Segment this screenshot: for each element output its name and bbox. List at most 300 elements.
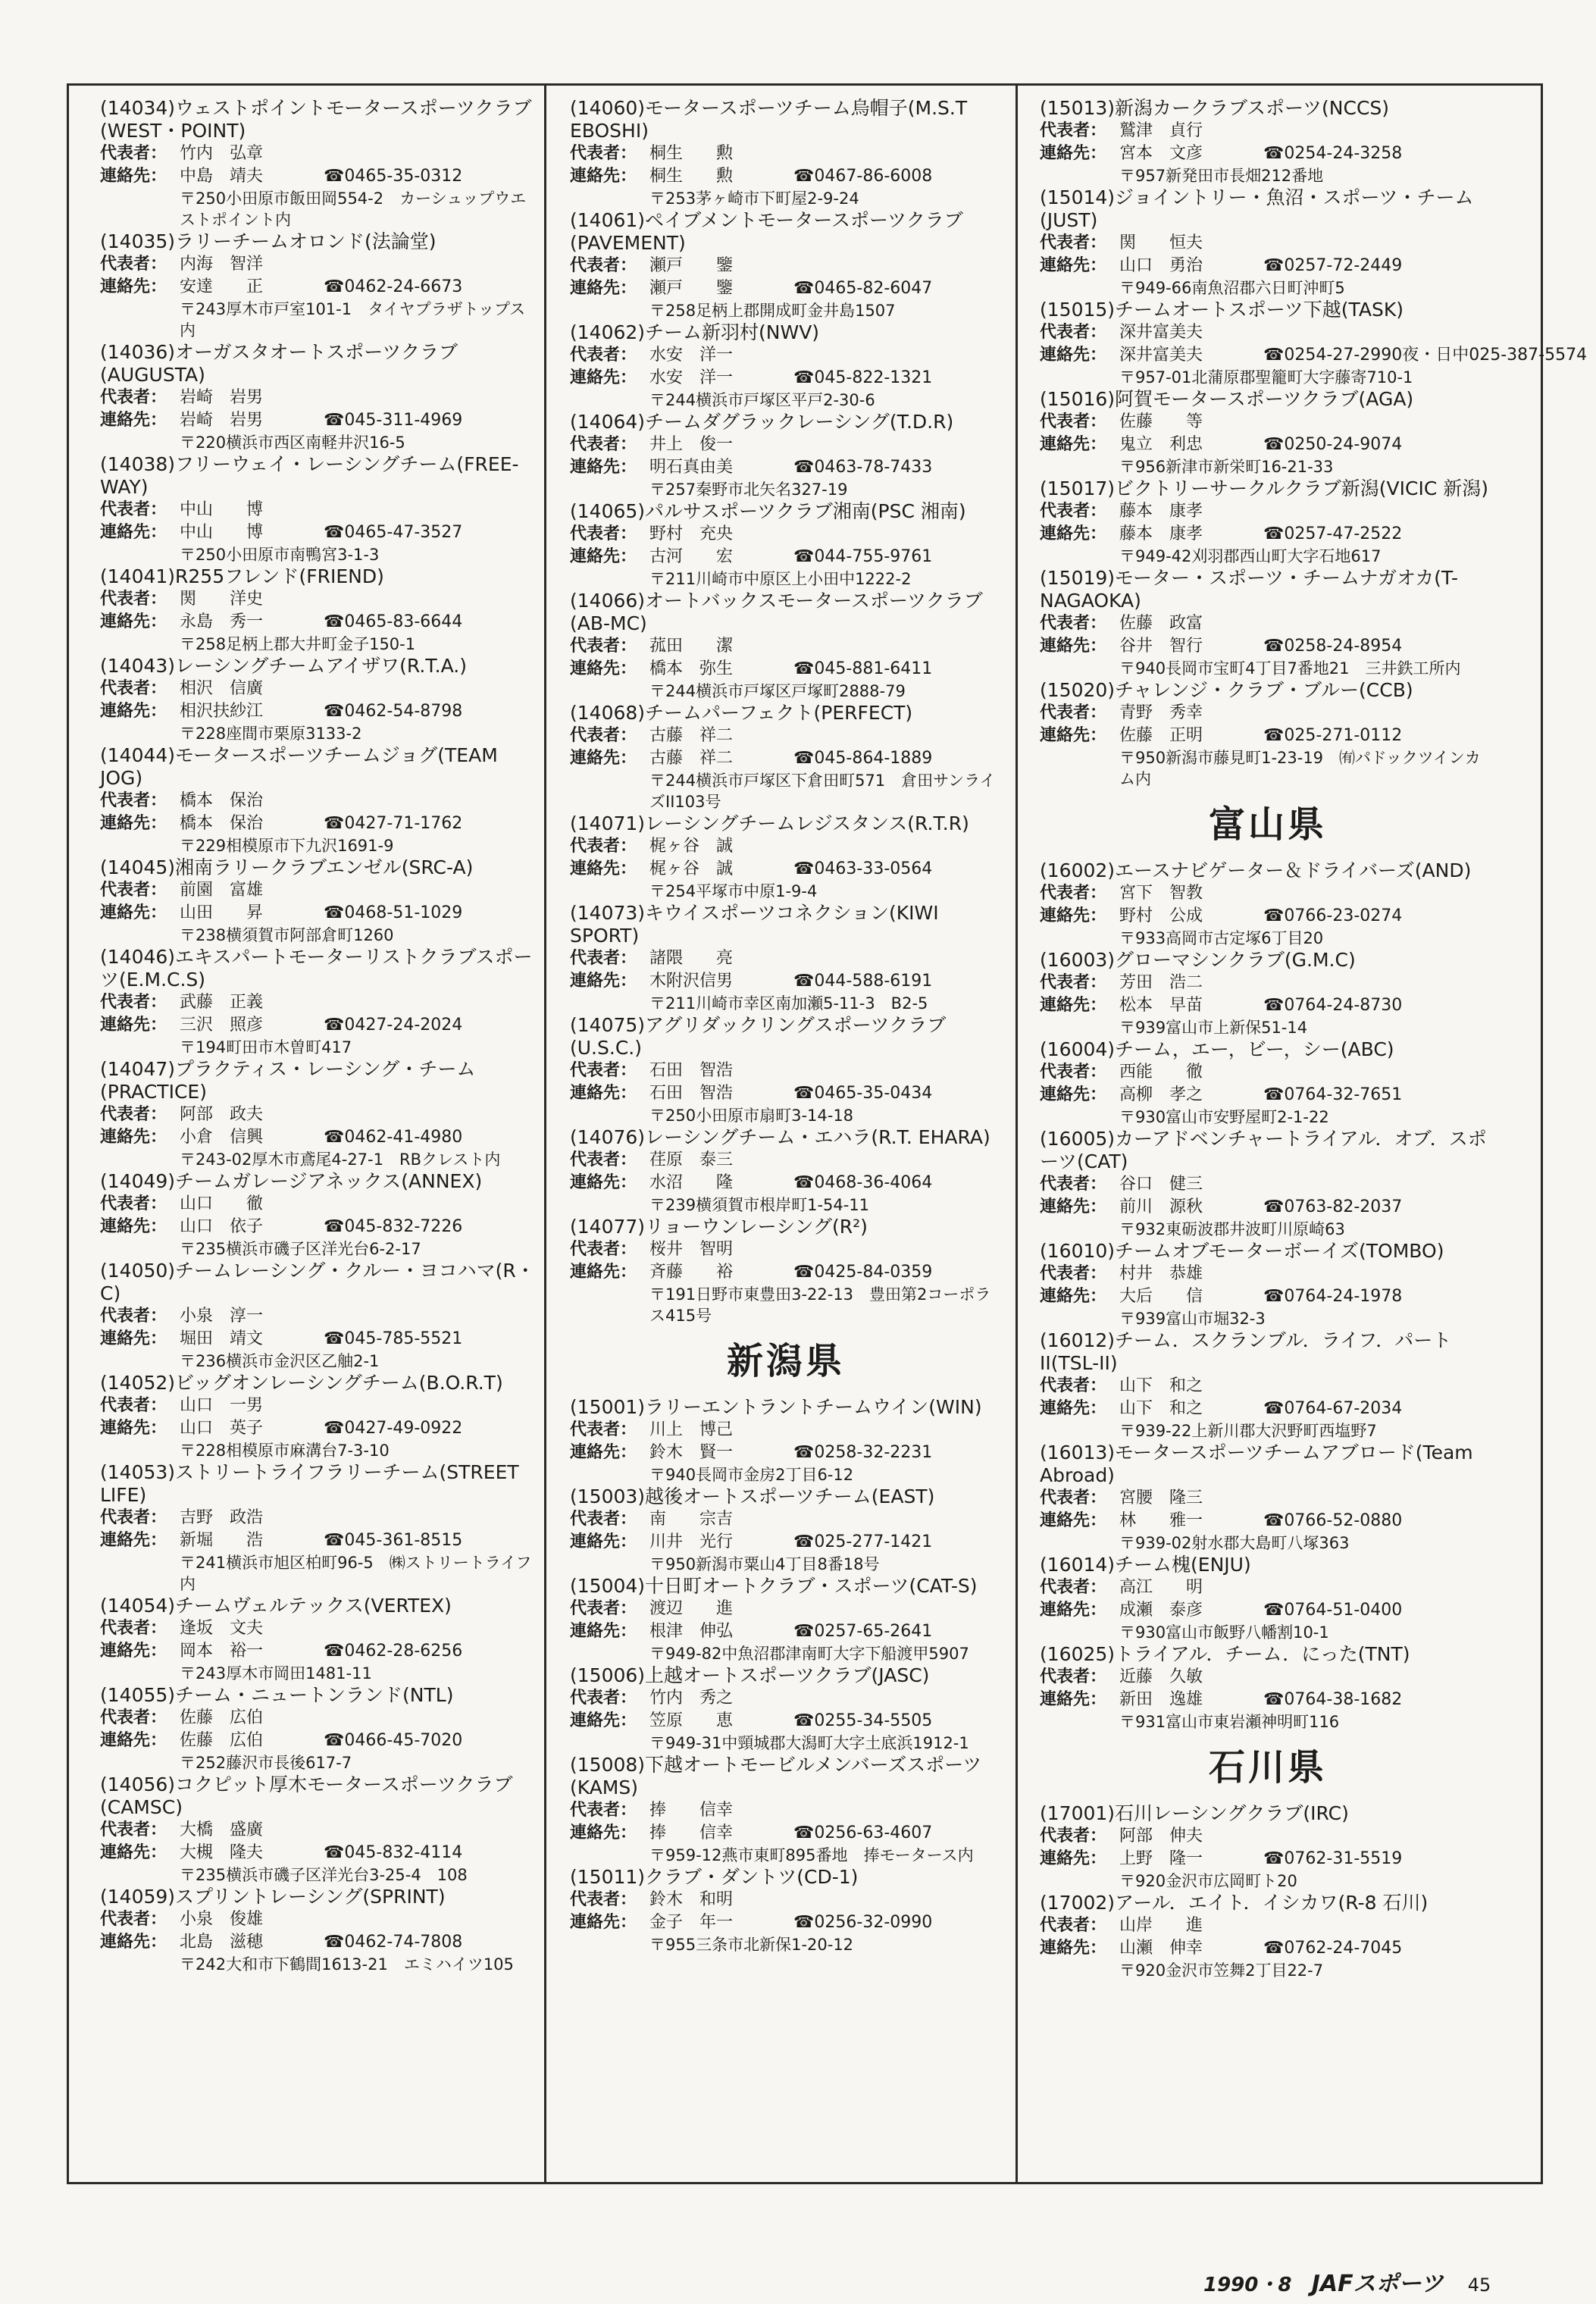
contact-row xyxy=(100,1126,538,1149)
club-entry xyxy=(1040,299,1588,388)
address: 〒228座間市栗原3133-2 xyxy=(180,725,362,743)
representative-row xyxy=(100,1305,538,1328)
address: 〒238横須賀市阿部倉町1260 xyxy=(180,926,394,944)
contact-name: 相沢扶紗江 xyxy=(180,702,264,721)
address: 〒931富山市東岩瀬神明町116 xyxy=(1119,1713,1340,1731)
address: 〒940長岡市金房2丁目6-12 xyxy=(649,1466,854,1484)
club-entry xyxy=(570,1216,1002,1326)
phone-number: ☎0258-32-2231 xyxy=(793,1443,933,1462)
contact-name: 木附沢信男 xyxy=(649,972,734,991)
representative-name: 相沢 信廣 xyxy=(180,679,264,698)
contact-label: 連絡先： xyxy=(100,523,167,542)
contact-label: 連絡先： xyxy=(1040,256,1107,275)
address: 〒920金沢市笠舞2丁目22-7 xyxy=(1119,1961,1324,1980)
representative-label: 代表者： xyxy=(1040,614,1107,633)
address: 〒257秦野市北矢名327-19 xyxy=(649,481,848,499)
representative-row xyxy=(1040,1914,1496,1937)
club-entry xyxy=(570,702,1002,812)
contact-row xyxy=(100,611,538,634)
phone-number: ☎045-832-7226 xyxy=(324,1217,463,1236)
club-entry xyxy=(1040,1442,1496,1554)
representative-label: 代表者： xyxy=(100,1619,167,1638)
representative-name: 逢坂 文夫 xyxy=(180,1619,264,1638)
representative-label: 代表者： xyxy=(570,1150,637,1169)
contact-row xyxy=(100,165,538,188)
representative-name: 中山 博 xyxy=(180,500,264,519)
representative-row xyxy=(570,142,1002,165)
contact-row xyxy=(1040,255,1496,277)
directory-column-3 xyxy=(1040,97,1588,2180)
phone-number: ☎0764-67-2034 xyxy=(1263,1399,1403,1418)
club-entry xyxy=(100,655,538,744)
club-name: (14035)ラリーチームオロンド(法論堂) xyxy=(100,230,437,252)
representative-label: 代表者： xyxy=(100,500,167,519)
representative-row xyxy=(1040,702,1496,725)
phone-number: ☎0425-84-0359 xyxy=(793,1263,933,1282)
contact-label: 連絡先： xyxy=(100,903,167,922)
representative-name: 石田 智浩 xyxy=(649,1061,734,1080)
contact-label: 連絡先： xyxy=(100,1642,167,1661)
address: 〒211川崎市幸区南加瀬5-11-3 B2-5 xyxy=(649,994,928,1013)
contact-label: 連絡先： xyxy=(100,1217,167,1236)
club-entry xyxy=(570,1126,1002,1216)
club-name: (16005)カーアドベンチャートライアル．オブ．スポーツ(CAT) xyxy=(1040,1128,1487,1172)
club-name: (14059)スプリントレーシング(SPRINT) xyxy=(100,1886,446,1908)
contact-row xyxy=(570,1442,1002,1464)
phone-number: ☎044-588-6191 xyxy=(793,972,933,991)
representative-row xyxy=(100,253,538,276)
representative-row xyxy=(100,790,538,812)
representative-label: 代表者： xyxy=(1040,323,1107,342)
phone-number: ☎0764-24-8730 xyxy=(1263,996,1403,1015)
address: 〒933高岡市古定塚6丁目20 xyxy=(1119,929,1324,947)
contact-label: 連絡先： xyxy=(570,1263,637,1282)
contact-name: 永島 秀一 xyxy=(180,612,264,631)
address: 〒243厚木市戸室101-1 タイヤプラザトップス内 xyxy=(180,300,526,340)
club-entry xyxy=(570,812,1002,902)
representative-label: 代表者： xyxy=(570,837,637,856)
contact-name: 岡本 裕一 xyxy=(180,1642,264,1661)
representative-name: 前園 富雄 xyxy=(180,881,264,900)
club-name: (16010)チームオブモーターボーイズ(TOMBO) xyxy=(1040,1240,1444,1262)
representative-row xyxy=(1040,972,1496,994)
directory-column-1 xyxy=(100,97,538,2180)
club-name: (16025)トライアル．チーム．にった(TNT) xyxy=(1040,1643,1410,1665)
contact-row xyxy=(1040,1398,1496,1420)
club-name: (14049)チームガレージアネックス(ANNEX) xyxy=(100,1170,483,1192)
club-entry xyxy=(570,902,1002,1014)
club-entry xyxy=(100,1372,538,1461)
contact-label: 連絡先： xyxy=(100,1419,167,1438)
contact-row xyxy=(570,858,1002,881)
representative-name: 内海 智洋 xyxy=(180,255,264,274)
representative-name: 近藤 久敏 xyxy=(1119,1667,1203,1686)
representative-label: 代表者： xyxy=(570,949,637,968)
phone-number: ☎0468-36-4064 xyxy=(793,1173,933,1192)
club-entry xyxy=(1040,679,1496,790)
address: 〒244横浜市戸塚区平戸2-30-6 xyxy=(649,391,875,409)
club-name: (14061)ペイブメントモータースポーツクラブ(PAVEMENT) xyxy=(570,209,963,254)
address: 〒959-12燕市東町895番地 捧モータース内 xyxy=(649,1846,974,1864)
contact-name: 佐藤 正明 xyxy=(1119,726,1203,745)
directory-column-2 xyxy=(570,97,1002,2180)
contact-label: 連絡先： xyxy=(100,702,167,721)
contact-label: 連絡先： xyxy=(1040,1690,1107,1709)
club-entry xyxy=(1040,477,1496,567)
contact-row xyxy=(100,1216,538,1238)
address: 〒253茅ヶ崎市下町屋2-9-24 xyxy=(649,189,859,208)
representative-row xyxy=(1040,612,1496,635)
representative-name: 宮腰 隆三 xyxy=(1119,1489,1203,1507)
representative-row xyxy=(100,1395,538,1417)
club-entry xyxy=(570,1575,1002,1664)
representative-label: 代表者： xyxy=(1040,1667,1107,1686)
representative-label: 代表者： xyxy=(570,524,637,543)
contact-label: 連絡先： xyxy=(570,972,637,991)
phone-number: ☎0256-32-0990 xyxy=(793,1913,933,1932)
representative-name: 梶ヶ谷 誠 xyxy=(649,837,734,856)
address: 〒939富山市堀32-3 xyxy=(1119,1310,1266,1328)
contact-label: 連絡先： xyxy=(100,1329,167,1348)
representative-name: 阿部 伸夫 xyxy=(1119,1827,1203,1845)
contact-name: 橋本 保治 xyxy=(180,814,264,833)
contact-label: 連絡先： xyxy=(1040,637,1107,656)
representative-label: 代表者： xyxy=(1040,884,1107,903)
contact-label: 連絡先： xyxy=(570,1084,637,1103)
contact-name: 明石真由美 xyxy=(649,458,734,477)
club-name: (14054)チームヴェルテックス(VERTEX) xyxy=(100,1595,452,1617)
representative-row xyxy=(100,991,538,1014)
column-divider xyxy=(544,83,546,2184)
address: 〒228相模原市麻溝台7-3-10 xyxy=(180,1442,390,1460)
contact-row xyxy=(100,409,538,432)
representative-label: 代表者： xyxy=(100,1820,167,1839)
representative-name: 関 恒夫 xyxy=(1119,233,1203,252)
contact-row xyxy=(570,367,1002,390)
address: 〒950新潟市粟山4丁目8番18号 xyxy=(649,1555,880,1573)
club-entry xyxy=(570,590,1002,702)
contact-row xyxy=(1040,434,1496,456)
prefecture-heading: 新潟県 xyxy=(726,1340,845,1382)
club-name: (16014)チーム槐(ENJU) xyxy=(1040,1554,1251,1576)
club-name: (14060)モータースポーツチーム烏帽子(M.S.T EBOSHI) xyxy=(570,97,968,142)
phone-number: ☎0764-24-1978 xyxy=(1263,1287,1403,1306)
address: 〒250小田原市南鴨宮3-1-3 xyxy=(180,546,380,564)
representative-name: 阿部 政夫 xyxy=(180,1105,264,1124)
club-entry xyxy=(100,1886,538,1975)
contact-name: 大后 信 xyxy=(1119,1287,1203,1306)
contact-name: 松本 早苗 xyxy=(1119,996,1203,1015)
representative-row xyxy=(1040,1487,1496,1510)
contact-name: 山口 依子 xyxy=(180,1217,264,1236)
contact-row xyxy=(1040,635,1496,658)
address: 〒239横須賀市根岸町1-54-11 xyxy=(649,1196,870,1214)
contact-name: 新田 逸雄 xyxy=(1119,1690,1203,1709)
representative-row xyxy=(1040,1375,1496,1398)
contact-name: 宮本 文彦 xyxy=(1119,144,1203,163)
representative-label: 代表者： xyxy=(1040,1916,1107,1935)
phone-number: ☎0468-51-1029 xyxy=(324,903,463,922)
club-name: (14076)レーシングチーム・エハラ(R.T. EHARA) xyxy=(570,1126,990,1148)
representative-name: 谷口 健三 xyxy=(1119,1175,1203,1194)
representative-label: 代表者： xyxy=(570,1599,637,1618)
phone-number: ☎0764-32-7651 xyxy=(1263,1085,1403,1104)
contact-row xyxy=(100,1842,538,1864)
contact-label: 連絡先： xyxy=(1040,726,1107,745)
representative-name: 渡辺 進 xyxy=(649,1599,734,1618)
representative-name: 南 宗吉 xyxy=(649,1510,734,1529)
phone-number: ☎0466-45-7020 xyxy=(324,1731,463,1750)
contact-name: 笠原 恵 xyxy=(649,1711,734,1730)
club-name: (15015)チームオートスポーツ下越(TASK) xyxy=(1040,299,1404,321)
contact-label: 連絡先： xyxy=(100,1531,167,1550)
representative-label: 代表者： xyxy=(100,388,167,407)
contact-label: 連絡先： xyxy=(570,1532,637,1551)
address: 〒258足柄上郡開成町金井島1507 xyxy=(649,302,896,320)
representative-label: 代表者： xyxy=(100,1194,167,1213)
phone-number: ☎0465-83-6644 xyxy=(324,612,463,631)
address: 〒939-22上新川郡大沢野町西塩野7 xyxy=(1119,1422,1377,1440)
phone-number: ☎0766-23-0274 xyxy=(1263,906,1403,925)
club-name: (14062)チーム新羽村(NWV) xyxy=(570,321,820,343)
representative-name: 関 洋史 xyxy=(180,590,264,609)
club-entry xyxy=(1040,1892,1496,1981)
club-name: (14055)チーム・ニュートンランド(NTL) xyxy=(100,1684,454,1706)
representative-label: 代表者： xyxy=(1040,1264,1107,1283)
club-name: (14073)キウイスポーツコネクション(KIWI SPORT) xyxy=(570,902,939,947)
club-name: (16002)エースナビゲーター＆ドライバーズ(AND) xyxy=(1040,859,1472,881)
club-entry xyxy=(1040,1038,1496,1128)
representative-name: 芳田 浩二 xyxy=(1119,973,1203,992)
phone-number: ☎0427-71-1762 xyxy=(324,814,463,833)
contact-name: 北島 滋穂 xyxy=(180,1933,264,1952)
contact-label: 連絡先： xyxy=(1040,906,1107,925)
representative-label: 代表者： xyxy=(100,1307,167,1326)
contact-row xyxy=(1040,1599,1496,1622)
representative-name: 山口 一男 xyxy=(180,1396,264,1415)
address: 〒194町田市木曽町417 xyxy=(180,1038,352,1057)
representative-label: 代表者： xyxy=(570,435,637,454)
contact-label: 連絡先： xyxy=(1040,524,1107,543)
contact-label: 連絡先： xyxy=(1040,1085,1107,1104)
contact-label: 連絡先： xyxy=(570,859,637,878)
contact-label: 連絡先： xyxy=(570,659,637,678)
address: 〒244横浜市戸塚区下倉田町571 倉田サンライズII103号 xyxy=(649,772,996,811)
club-name: (14068)チームパーフェクト(PERFECT) xyxy=(570,702,913,724)
club-name: (17001)石川レーシングクラブ(IRC) xyxy=(1040,1802,1349,1824)
contact-label: 連絡先： xyxy=(570,1622,637,1641)
contact-name: 桐生 勲 xyxy=(649,167,734,186)
address: 〒956新津市新栄町16-21-33 xyxy=(1119,458,1334,476)
contact-row xyxy=(570,546,1002,568)
address: 〒243-02厚木市鳶尾4-27-1 RBクレスト内 xyxy=(180,1150,501,1169)
representative-label: 代表者： xyxy=(1040,233,1107,252)
club-entry xyxy=(100,1170,538,1260)
contact-name: 安達 正 xyxy=(180,277,264,296)
phone-number: ☎044-755-9761 xyxy=(793,547,933,566)
address: 〒932東砺波郡井波町川原崎63 xyxy=(1119,1220,1345,1238)
phone-number: ☎0462-74-7808 xyxy=(324,1933,463,1952)
address: 〒220横浜市西区南軽井沢16-5 xyxy=(180,434,405,452)
address: 〒243厚木市岡田1481-11 xyxy=(180,1664,372,1683)
representative-label: 代表者： xyxy=(1040,1489,1107,1507)
address: 〒920金沢市広岡町ト20 xyxy=(1119,1872,1297,1890)
representative-label: 代表者： xyxy=(100,1105,167,1124)
representative-row xyxy=(570,1687,1002,1710)
contact-name: 野村 公成 xyxy=(1119,906,1203,925)
representative-name: 青野 秀幸 xyxy=(1119,703,1203,722)
contact-row xyxy=(570,747,1002,770)
contact-label: 連絡先： xyxy=(570,749,637,768)
club-name: (14056)コクピット厚木モータースポーツクラブ(CAMSC) xyxy=(100,1773,513,1818)
representative-row xyxy=(570,835,1002,858)
phone-number: ☎045-881-6411 xyxy=(793,659,933,678)
club-name: (16004)チーム，エー，ビー，シー(ABC) xyxy=(1040,1038,1394,1060)
club-name: (14066)オートバックスモータースポーツクラブ(AB-MC) xyxy=(570,590,983,634)
address: 〒949-31中頸城郡大潟町大字土底浜1912-1 xyxy=(649,1734,969,1752)
contact-name: 古河 宏 xyxy=(649,547,734,566)
phone-number: ☎0762-31-5519 xyxy=(1263,1849,1403,1868)
club-entry xyxy=(100,341,538,453)
contact-row xyxy=(570,1911,1002,1934)
contact-label: 連絡先： xyxy=(570,1443,637,1462)
contact-row xyxy=(1040,523,1496,546)
club-name: (16013)モータースポーツチームアブロード(Team Abroad) xyxy=(1040,1442,1473,1486)
representative-label: 代表者： xyxy=(1040,1578,1107,1597)
representative-row xyxy=(100,1707,538,1730)
contact-row xyxy=(100,700,538,723)
representative-name: 桜井 智明 xyxy=(649,1240,734,1259)
representative-name: 小泉 俊雄 xyxy=(180,1910,264,1929)
club-entry xyxy=(1040,859,1496,949)
contact-name: 中島 靖夫 xyxy=(180,167,264,186)
phone-number: ☎045-785-5521 xyxy=(324,1329,463,1348)
address: 〒235横浜市磯子区洋光台6-2-17 xyxy=(180,1240,421,1258)
club-entry xyxy=(100,1461,538,1595)
contact-label: 連絡先： xyxy=(570,547,637,566)
club-name: (14064)チームダグラックレーシング(T.D.R) xyxy=(570,411,954,433)
representative-name: 佐藤 広伯 xyxy=(180,1708,264,1727)
contact-name: 水安 洋一 xyxy=(649,368,734,387)
representative-row xyxy=(100,879,538,902)
phone-number: ☎0462-54-8798 xyxy=(324,702,463,721)
representative-name: 村井 恭雄 xyxy=(1119,1264,1203,1283)
club-name: (14043)レーシングチームアイザワ(R.T.A.) xyxy=(100,655,467,677)
contact-label: 連絡先： xyxy=(1040,144,1107,163)
contact-label: 連絡先： xyxy=(570,167,637,186)
club-name: (16012)チーム．スクランブル．ライフ．パートII(TSL-II) xyxy=(1040,1329,1452,1374)
address: 〒250小田原市飯田岡554-2 カーシュップウエストポイント内 xyxy=(180,189,527,229)
contact-name: 山瀬 伸幸 xyxy=(1119,1939,1203,1958)
contact-name: 金子 年一 xyxy=(649,1913,734,1932)
representative-name: 山下 和之 xyxy=(1119,1376,1203,1395)
phone-number: ☎045-832-4114 xyxy=(324,1843,463,1862)
contact-row xyxy=(100,1529,538,1552)
representative-row xyxy=(100,1908,538,1931)
contact-row xyxy=(1040,1084,1496,1107)
phone-number: ☎045-864-1889 xyxy=(793,749,933,768)
representative-label: 代表者： xyxy=(570,1420,637,1439)
club-entry xyxy=(100,856,538,946)
representative-name: 菰田 潔 xyxy=(649,637,734,656)
representative-row xyxy=(1040,882,1496,905)
representative-row xyxy=(1040,321,1496,344)
representative-name: 野村 充央 xyxy=(649,524,734,543)
representative-row xyxy=(570,725,1002,747)
address: 〒955三条市北新保1-20-12 xyxy=(649,1936,854,1954)
contact-row xyxy=(570,1082,1002,1105)
contact-name: 山口 英子 xyxy=(180,1419,264,1438)
address: 〒950新潟市藤見町1-23-19 ㈲パドックツインカム内 xyxy=(1119,749,1481,788)
representative-row xyxy=(1040,1263,1496,1285)
contact-name: 深井富美夫 xyxy=(1119,346,1203,365)
club-entry xyxy=(1040,567,1496,679)
contact-row xyxy=(570,277,1002,300)
representative-row xyxy=(100,1193,538,1216)
club-entry xyxy=(100,1773,538,1886)
phone-number: ☎0462-24-6673 xyxy=(324,277,463,296)
representative-label: 代表者： xyxy=(570,1240,637,1259)
contact-label: 連絡先： xyxy=(1040,1849,1107,1868)
club-entry xyxy=(100,1684,538,1773)
contact-label: 連絡先： xyxy=(1040,1197,1107,1216)
representative-row xyxy=(1040,1061,1496,1084)
club-name: (15014)ジョイントリー・魚沼・スポーツ・チーム(JUST) xyxy=(1040,186,1474,231)
address: 〒250小田原市扇町3-14-18 xyxy=(649,1107,854,1125)
contact-label: 連絡先： xyxy=(1040,1399,1107,1418)
club-name: (14047)プラクティス・レーシング・チーム(PRACTICE) xyxy=(100,1058,476,1103)
phone-number: ☎0257-47-2522 xyxy=(1263,524,1403,543)
address: 〒930富山市飯野八幡割10-1 xyxy=(1119,1623,1329,1642)
club-name: (17002)アール．エイト．イシカワ(R-8 石川) xyxy=(1040,1892,1429,1914)
contact-name: 新堀 浩 xyxy=(180,1531,264,1550)
page-footer xyxy=(1203,2265,1491,2298)
address: 〒244横浜市戸塚区戸塚町2888-79 xyxy=(649,682,906,700)
club-name: (14044)モータースポーツチームジョグ(TEAM JOG) xyxy=(100,744,498,789)
address: 〒252藤沢市長後617-7 xyxy=(180,1754,352,1772)
address: 〒229相模原市下九沢1691-9 xyxy=(180,837,394,855)
club-entry xyxy=(1040,1643,1496,1733)
representative-label: 代表者： xyxy=(570,1510,637,1529)
representative-label: 代表者： xyxy=(570,1801,637,1820)
address: 〒949-42刈羽郡西山町大字石地617 xyxy=(1119,547,1382,565)
representative-row xyxy=(100,1617,538,1640)
address: 〒241横浜市旭区柏町96-5 ㈱ストリートライフ内 xyxy=(180,1554,532,1593)
representative-label: 代表者： xyxy=(570,1890,637,1909)
club-name: (15003)越後オートスポーツチーム(EAST) xyxy=(570,1485,935,1507)
address: 〒949-82中魚沼郡津南町大字下船渡甲5907 xyxy=(649,1645,969,1663)
representative-row xyxy=(100,1819,538,1842)
representative-row xyxy=(1040,232,1496,255)
representative-name: 水安 洋一 xyxy=(649,346,734,365)
prefecture-heading: 富山県 xyxy=(1208,803,1327,846)
contact-label: 連絡先： xyxy=(1040,1939,1107,1958)
contact-name: 中山 博 xyxy=(180,523,264,542)
representative-name: 山岸 進 xyxy=(1119,1916,1203,1935)
representative-row xyxy=(100,1507,538,1529)
contact-label: 連絡先： xyxy=(1040,346,1107,365)
phone-number: ☎0427-49-0922 xyxy=(324,1419,463,1438)
phone-number: ☎0463-33-0564 xyxy=(793,859,933,878)
club-entry xyxy=(570,1396,1002,1485)
club-entry xyxy=(570,209,1002,321)
contact-row xyxy=(100,812,538,835)
contact-name: 鬼立 利忠 xyxy=(1119,435,1203,454)
representative-label: 代表者： xyxy=(1040,1175,1107,1194)
contact-name: 山下 和之 xyxy=(1119,1399,1203,1418)
contact-label: 連絡先： xyxy=(100,1843,167,1862)
club-entry xyxy=(100,1260,538,1372)
